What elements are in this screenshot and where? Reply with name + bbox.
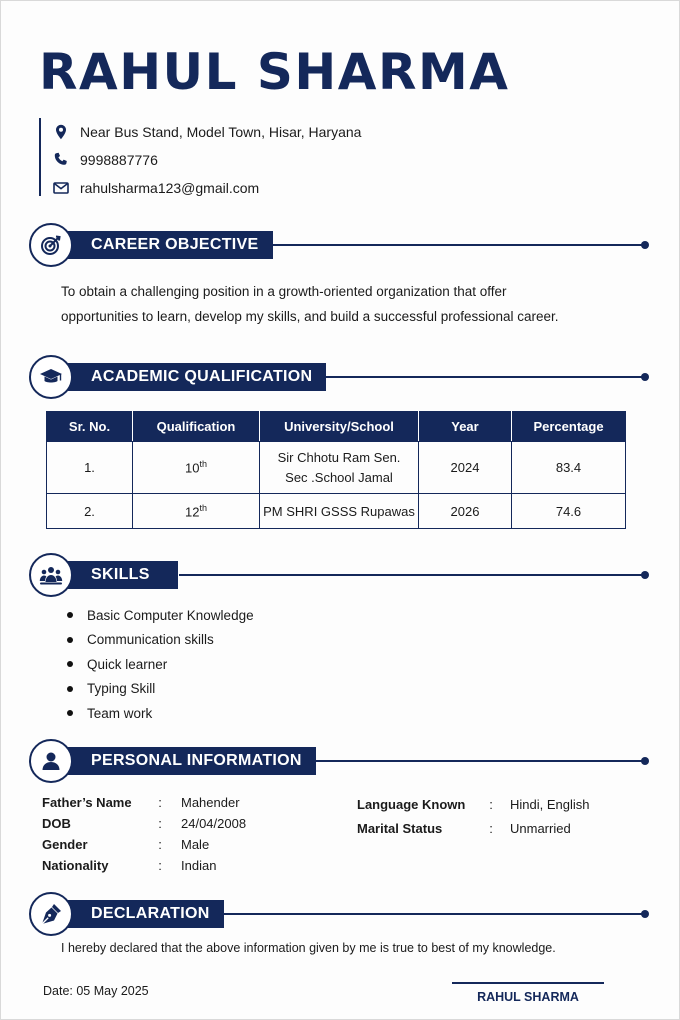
school-line: Sec .School Jamal [285,469,393,485]
declaration-text: I hereby declared that the above information given by me is true to best of my knowledge. [61,941,556,955]
academic-table [46,411,626,529]
info-label: Marital Status [357,821,443,837]
section-title: CAREER OBJECTIVE [65,231,273,259]
section-skills [29,553,653,597]
contact-address [53,118,361,146]
table-cell [133,442,260,494]
section-career-objective [29,223,653,267]
list-item: Team work [67,701,254,726]
section-divider [179,574,647,576]
info-label: Nationality [42,858,109,873]
info-value: Mahender [181,795,240,810]
info-row [42,855,246,876]
qualification-text: 10 [185,460,200,476]
table-row [47,494,626,529]
column-header: University/School [260,412,419,442]
section-icon-badge [29,892,73,936]
table-cell [133,494,260,529]
info-separator: : [158,816,162,831]
declaration-date: Date: 05 May 2025 [43,984,149,998]
section-icon-badge [29,355,73,399]
divider-end-dot [641,241,649,249]
info-value: Indian [181,858,217,873]
contact-email [53,174,361,202]
section-personal-information [29,739,653,783]
section-academic-qualification [29,355,653,399]
location-pin-icon [53,124,69,140]
list-item: Communication skills [67,628,254,653]
divider-end-dot [641,571,649,579]
divider-end-dot [641,373,649,381]
table-cell: 2. [47,494,133,529]
info-label: Language Known [357,796,466,812]
info-separator: : [158,837,162,852]
info-value: Unmarried [510,821,571,837]
list-item: Typing Skill [67,677,254,702]
section-title: SKILLS [65,561,178,589]
qualification-text: 12 [185,504,200,520]
info-value: Male [181,837,210,852]
qualification-suffix: th [199,502,207,513]
info-row [357,817,590,842]
table-cell: 1. [47,442,133,494]
column-header: Percentage [512,412,626,442]
signature-name: RAHUL SHARMA [477,990,579,1004]
user-icon [39,749,63,773]
section-divider [289,376,647,378]
section-title: ACADEMIC QUALIFICATION [65,363,326,391]
objective-line: To obtain a challenging position in a growth-oriented organization that offer [61,284,507,299]
divider-end-dot [641,757,649,765]
info-label: Gender [42,837,88,852]
section-title: DECLARATION [65,900,224,928]
signature-line [452,982,604,984]
info-label: DOB [42,816,71,831]
info-separator: : [489,796,493,812]
mail-icon [53,180,69,196]
info-label: Father’s Name [42,795,132,810]
email-text: rahulsharma123@gmail.com [80,180,260,196]
table-cell: 74.6 [512,494,626,529]
info-row [42,792,246,813]
career-objective-text [61,279,621,329]
contact-block [39,118,361,196]
divider-end-dot [641,910,649,918]
table-cell: 83.4 [512,442,626,494]
candidate-name: RAHUL SHARMA [39,43,510,101]
qualification-suffix: th [199,459,207,470]
section-icon-badge [29,739,73,783]
personal-info-right [357,792,590,841]
info-row [42,813,246,834]
info-separator: : [158,795,162,810]
section-divider [269,760,647,762]
info-value: Hindi, English [510,796,590,812]
column-header: Sr. No. [47,412,133,442]
section-icon-badge [29,223,73,267]
people-group-icon [39,563,63,587]
section-divider [209,913,647,915]
table-cell: PM SHRI GSSS Rupawas [260,494,419,529]
info-row [357,792,590,817]
section-declaration [29,892,653,936]
info-separator: : [158,858,162,873]
table-row [47,442,626,494]
list-item: Quick learner [67,652,254,677]
phone-text: 9998887776 [80,152,158,168]
section-icon-badge [29,553,73,597]
table-cell: 2024 [419,442,512,494]
info-row [42,834,246,855]
personal-info-left [42,792,246,876]
table-cell: 2026 [419,494,512,529]
school-line: Sir Chhotu Ram Sen. [277,449,401,465]
skills-list [67,603,254,726]
address-text: Near Bus Stand, Model Town, Hisar, Haryana [80,124,362,140]
table-cell [260,442,419,494]
graduation-cap-icon [39,365,63,389]
column-header: Year [419,412,512,442]
info-value: 24/04/2008 [181,816,247,831]
table-header-row [47,412,626,442]
target-icon [39,233,63,257]
contact-phone [53,146,361,174]
objective-line: opportunities to learn, develop my skills, and build a successful professional career. [61,309,559,324]
column-header: Qualification [133,412,260,442]
info-separator: : [489,821,493,837]
phone-icon [53,152,69,168]
list-item: Basic Computer Knowledge [67,603,254,628]
fountain-pen-icon [39,902,63,926]
section-divider [229,244,647,246]
section-title: PERSONAL INFORMATION [65,747,316,775]
